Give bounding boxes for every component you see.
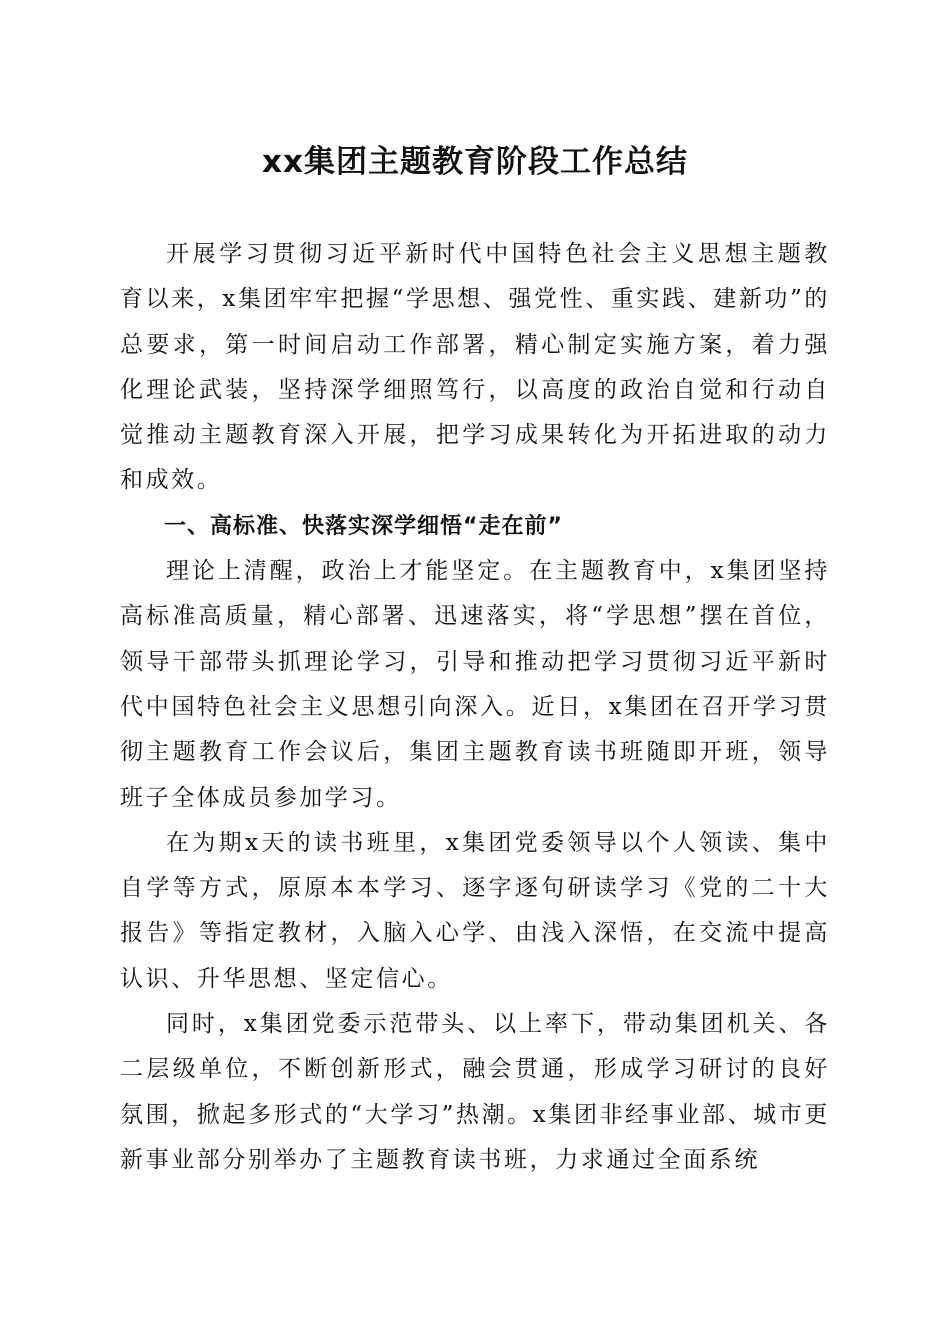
document-body: [120, 232, 830, 1183]
section-heading-1: 一、高标准、快落实深学细悟“走在前”: [164, 513, 563, 539]
document-title: xx集团主题教育阶段工作总结: [262, 144, 688, 180]
intro-paragraph: 开展学习贯彻习近平新时代中国特色社会主义思想主题教育以来，x集团牢牢把握“学思想、强党性、重实践、建新功”的总要求，第一时间启动工作部署，精心制定实施方案，着力强化理论武装，坚持深学细照笃行，以高度的政治自觉和行动自觉推动主题教育深入开展，把学习成果转化为开拓进取的动力和成效。: [120, 241, 830, 494]
body-paragraph: 同时，x集团党委示范带头、以上率下，带动集团机关、各二层级单位，不断创新形式，融会贯通，形成学习研讨的良好氛围，掀起多形式的“大学习”热潮。x集团非经事业部、城市更新事业部分别举办了主题教育读书班，力求通过全面系统: [120, 1011, 830, 1173]
body-paragraph: 在为期x天的读书班里，x集团党委领导以个人领读、集中自学等方式，原原本本学习、逐字逐句研读学习《党的二十大报告》等指定教材，入脑入心学、由浅入深悟，在交流中提高认识、升华思想、坚定信心。: [120, 829, 830, 992]
body-paragraph: 理论上清醒，政治上才能坚定。在主题教育中，x集团坚持高标准高质量，精心部署、迅速落实，将“学思想”摆在首位，领导干部带头抓理论学习，引导和推动把学习贯彻习近平新时代中国特色社会主义思想引向深入。近日，x集团在召开学习贯彻主题教育工作会议后，集团主题教育读书班随即开班，领导班子全体成员参加学习。: [120, 558, 830, 811]
